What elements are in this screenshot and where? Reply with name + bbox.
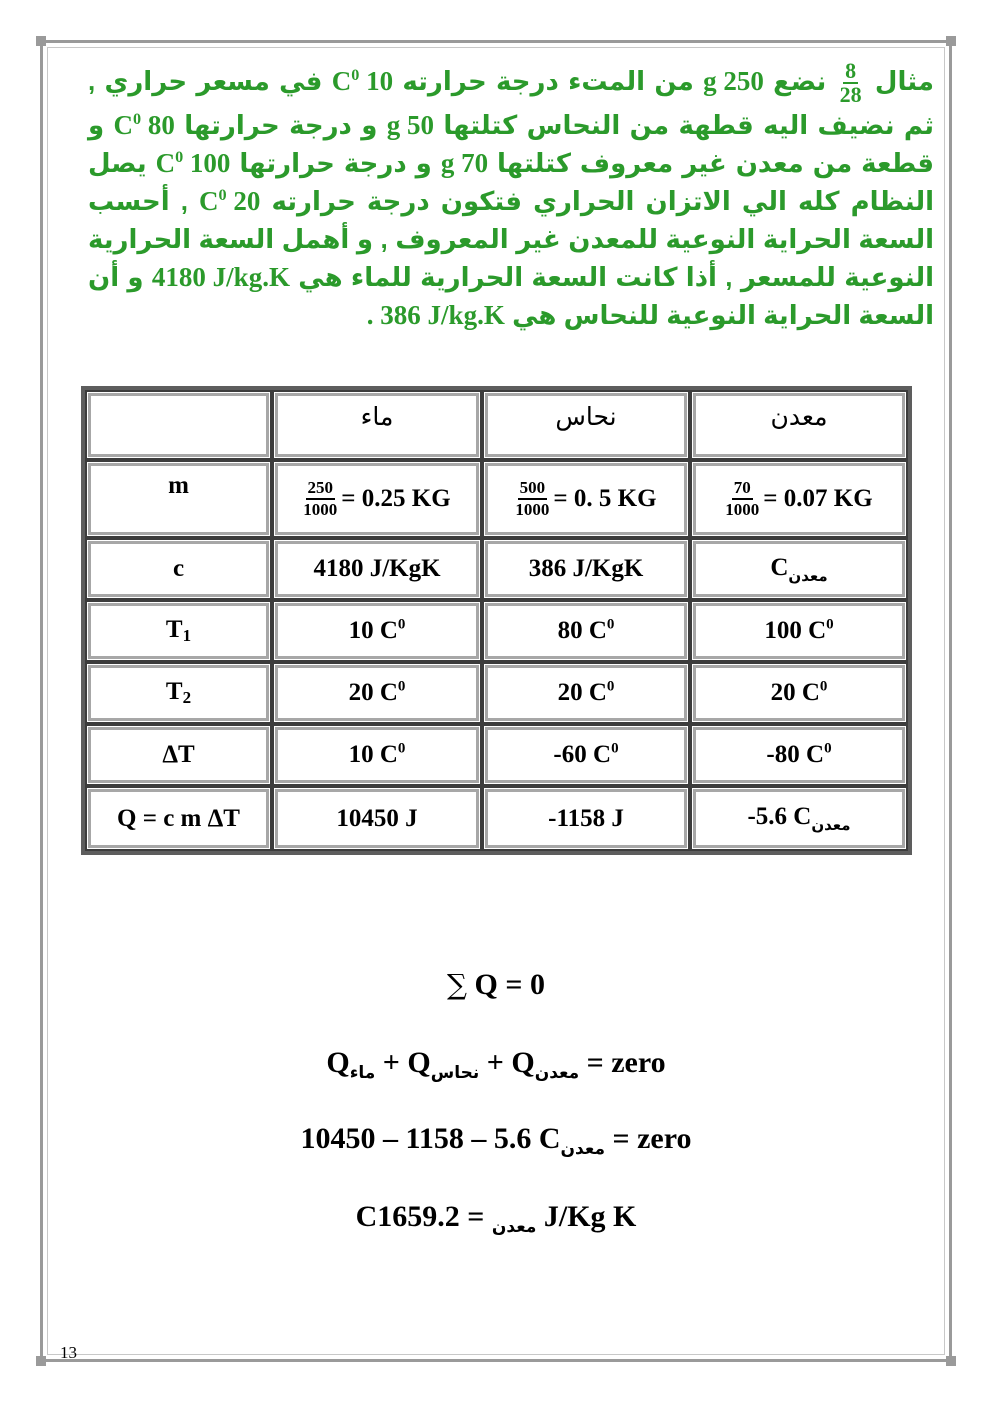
table-header-copper: نحاس	[482, 390, 690, 460]
temperature-value: $C^0$ 100	[155, 148, 231, 178]
problem-text: في مسعر حراري , ثم نضيف اليه قطهة من النحاس كتلتها	[88, 65, 934, 140]
table-cell: -1158 J	[482, 786, 690, 851]
table-cell: 4180 J/KgK	[272, 538, 482, 600]
table-cell: 10 $C^0$	[272, 724, 482, 786]
temperature-value: $C^0$ 20	[199, 186, 261, 216]
table-cell: 100 $C^0$	[690, 600, 908, 662]
problem-statement	[88, 60, 934, 334]
fraction-numerator: 8	[845, 58, 857, 83]
table-cell: 10450 J	[272, 786, 482, 851]
table-cell: -5.6 $C_{معدن}$	[690, 786, 908, 851]
equation-substitution: 10450 – 1158 – 5.6 $C_{معدن}$ = zero	[300, 1122, 692, 1159]
table-cell: 80 $C^0$	[482, 600, 690, 662]
row-label-c: c	[85, 538, 272, 600]
table-cell: $\frac{500}{1000}$ = 0. 5 KG	[482, 460, 690, 538]
table-cell: 20 $C^0$	[690, 662, 908, 724]
row-label-q: Q = c m ΔT	[85, 786, 272, 851]
row-label-t1: T1	[85, 600, 272, 662]
table-cell: $\frac{250}{1000}$ = 0.25 KG	[272, 460, 482, 538]
corner-ornament-icon	[944, 1354, 958, 1368]
page-number: 13	[60, 1343, 77, 1362]
specific-heat-value: . 386 J/kg.K	[366, 300, 505, 330]
problem-text: من المتء درجة حرارته	[402, 65, 694, 96]
table-header-metal: معدن	[690, 390, 908, 460]
table-header-water: ماء	[272, 390, 482, 460]
row-label-m: m	[85, 460, 272, 538]
data-table	[81, 386, 912, 855]
mass-value: g 50	[386, 110, 435, 140]
problem-text: , أحسب السعة الحراية النوعية للمعدن غير المعروف , و أهمل السعة الحرارية النوعية للمسعر , أذا كانت السعة الحرارية للماء هي	[88, 186, 934, 292]
problem-text: مثال	[874, 65, 934, 96]
problem-text: يصل النظام كله الي الاتزان الحراري فتكون درجة حرارته	[88, 148, 934, 216]
table-cell: -60 $C^0$	[482, 724, 690, 786]
row-label-t2: T2	[85, 662, 272, 724]
row-label-delta-t: ΔT	[85, 724, 272, 786]
problem-text: و قطعة من معدن غير معروف كتلتها	[88, 110, 934, 178]
fraction-denominator: 28	[839, 82, 862, 107]
fraction	[840, 60, 862, 106]
table-cell: 386 J/KgK	[482, 538, 690, 600]
table-header-empty	[85, 390, 272, 460]
problem-text: و درجة حرارتها	[239, 148, 432, 178]
mass-value: g 250	[703, 65, 764, 96]
corner-ornament-icon	[944, 34, 958, 48]
equation-heat-balance: $Q_{ماء} + Q_{نحاس} + Q_{معدن}$ = zero	[326, 1046, 666, 1083]
temperature-value: $C^0$ 80	[113, 110, 175, 140]
table-cell: $C_{معدن}$	[690, 538, 908, 600]
problem-text: و أن السعة الحراية النوعية للنحاس هي	[88, 262, 934, 330]
equation-result: C $_{معدن}$ = 1659.2 J/Kg K	[355, 1200, 637, 1237]
table-cell: 20 $C^0$	[482, 662, 690, 724]
table-cell: 20 $C^0$	[272, 662, 482, 724]
table-cell: $\frac{70}{1000}$ = 0.07 KG	[690, 460, 908, 538]
problem-text: و درجة حرارتها	[184, 110, 378, 140]
equation-sum: ∑ Q = 0	[447, 968, 545, 1001]
corner-ornament-icon	[34, 1354, 48, 1368]
problem-text: نضع	[773, 65, 827, 96]
specific-heat-value: 4180 J/kg.K	[151, 262, 290, 292]
temperature-value: $C^0$ 10	[331, 65, 394, 96]
corner-ornament-icon	[34, 34, 48, 48]
table-cell: -80 $C^0$	[690, 724, 908, 786]
sigma-symbol: ∑	[447, 968, 468, 1001]
table-cell: 10 $C^0$	[272, 600, 482, 662]
mass-value: g 70	[440, 148, 489, 178]
